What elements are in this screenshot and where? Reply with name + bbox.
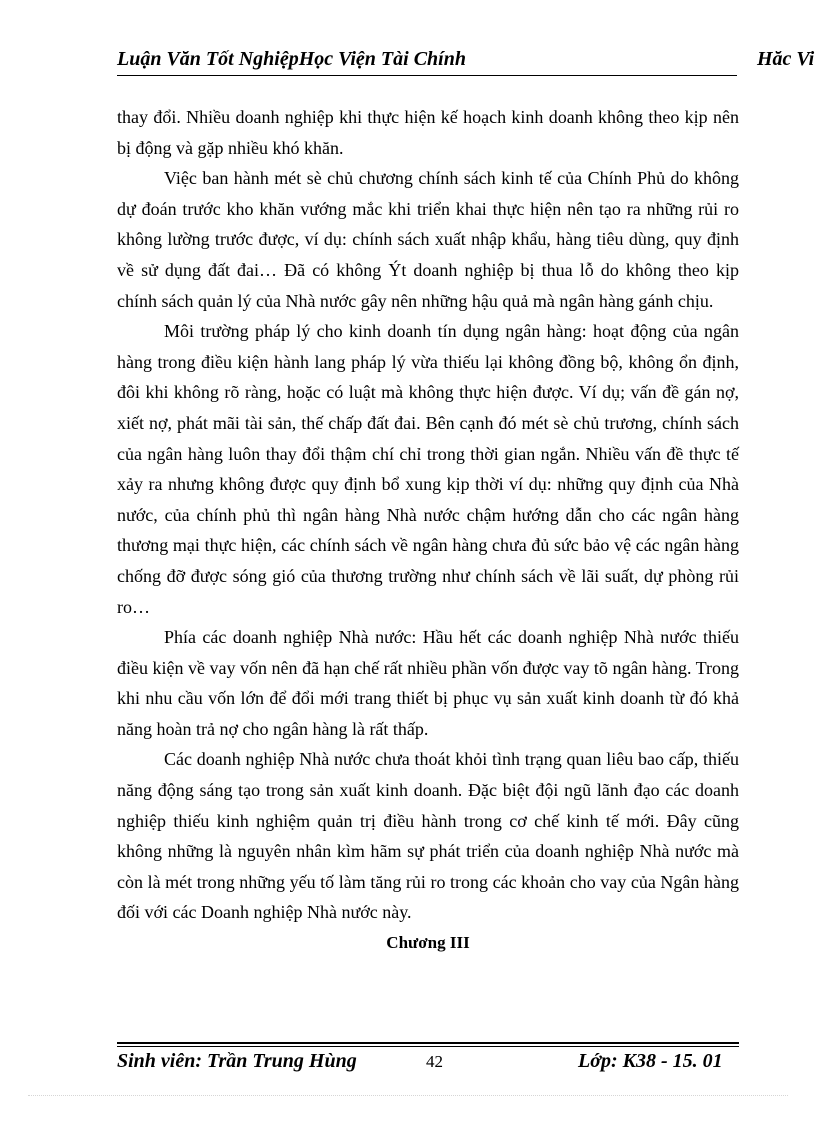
document-body: [117, 102, 739, 959]
page-bottom-dotted-line: [28, 1095, 788, 1096]
header-right-text: Hăc Vi: [757, 48, 815, 70]
header-title: Luận Văn Tốt NghiệpHọc Viện Tài Chính: [117, 48, 466, 70]
paragraph-policy: Việc ban hành mét sè chủ chương chính sách kinh tế của Chính Phủ do không dự đoán trước kho khăn vướng mắc khi triển khai thực hiện nên tạo ra những rủi ro không lường trước được, ví dụ: chính sách xuất nhập khẩu, hàng tiêu dùng, quy định về sử dụng đất đai… Đã có không Ýt doanh nghiệp bị thua lỗ do không theo kịp chính sách quản lý của Nhà nước gây nên những hậu quả mà ngân hàng gánh chịu.: [117, 168, 739, 311]
footer-class: Lớp: K38 - 15. 01: [578, 1050, 723, 1072]
page-header: [117, 48, 816, 74]
chapter-heading: Chương III: [386, 933, 470, 953]
paragraph-bureaucracy: Các doanh nghiệp Nhà nước chưa thoát khỏi tình trạng quan liêu bao cấp, thiếu năng động sáng tạo trong sản xuất kinh doanh. Đặc biệt đội ngũ lãnh đạo các doanh nghiệp thiếu kinh nghiệm quản trị điều hành trong cơ chế kinh tế mới. Đây cũng không những là nguyên nhân kìm hãm sự phát triển của doanh nghiệp Nhà nước mà còn là mét trong những yếu tố làm tăng rủi ro trong các khoản cho vay của Ngân hàng đối với các Doanh nghiệp Nhà nước này.: [117, 749, 739, 923]
header-rule: [117, 75, 737, 76]
paragraph-legal-environment: Môi trường pháp lý cho kinh doanh tín dụng ngân hàng: hoạt động của ngân hàng trong điều kiện hành lang pháp lý vừa thiếu lại không đồng bộ, không ổn định, đôi khi không rõ ràng, hoặc có luật mà không thực hiện được. Ví dụ; vấn đề gán nợ, xiết nợ, phát mãi tài sản, thế chấp đất đai. Bên cạnh đó mét sè chủ trương, chính sách của ngân hàng luôn thay đổi thậm chí chỉ trong thời gian ngắn. Nhiều vấn đề thực tế xảy ra nhưng không được quy định bổ xung kịp thời ví dụ: những quy định của Nhà nước, của chính phủ thì ngân hàng Nhà nước chậm hướng dẫn cho các ngân hàng thương mại thực hiện, các chính sách về ngân hàng chưa đủ sức bảo vệ các ngân hàng chống đỡ được sóng gió của thương trường như chính sách về lãi suất, dự phòng rủi ro…: [117, 321, 739, 617]
footer-rule-thin: [117, 1046, 739, 1047]
footer-student-name: Sinh viên: Trần Trung Hùng: [117, 1050, 357, 1072]
footer-rule-thick: [117, 1042, 739, 1044]
paragraph-continuation: thay đổi. Nhiều doanh nghiệp khi thực hiện kế hoạch kinh doanh không theo kịp nên bị động và gặp nhiều khó khăn.: [117, 107, 739, 158]
page-number: 42: [426, 1052, 443, 1071]
paragraph-state-enterprises: Phía các doanh nghiệp Nhà nước: Hầu hết các doanh nghiệp Nhà nước thiếu điều kiện về vay vốn nên đã hạn chế rất nhiều phần vốn được vay tõ ngân hàng. Trong khi nhu cầu vốn lớn để đổi mới trang thiết bị phục vụ sản xuất kinh doanh từ đó khả năng hoàn trả nợ cho ngân hàng là rất thấp.: [117, 627, 739, 739]
